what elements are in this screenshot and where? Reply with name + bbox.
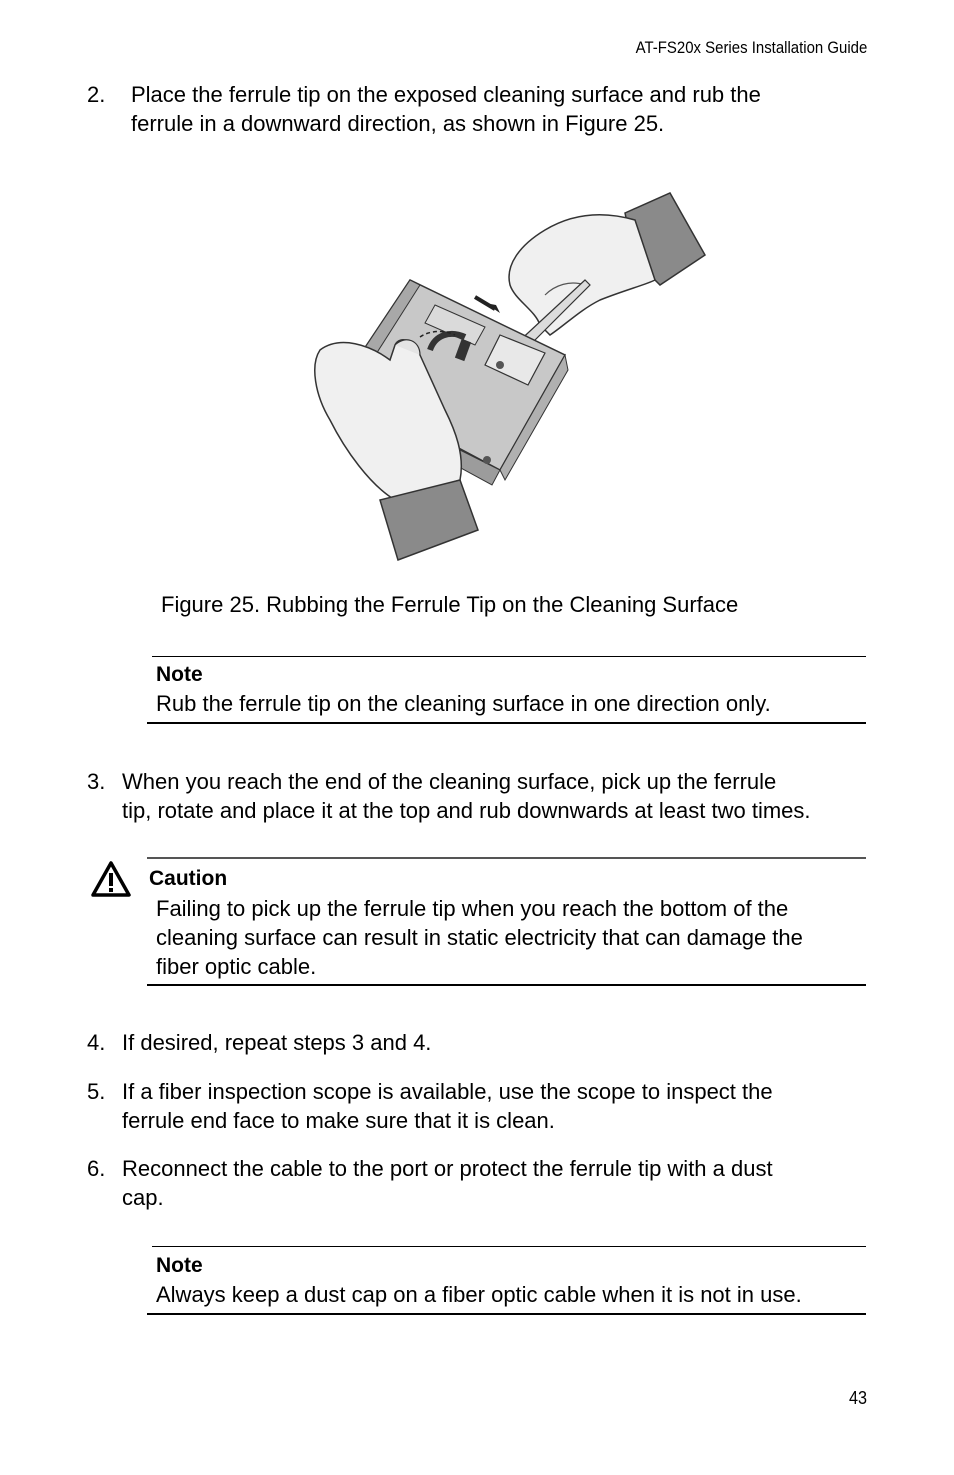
step-number: 3. (87, 769, 106, 794)
page-number: 43 (848, 1388, 867, 1408)
note-box (147, 656, 866, 722)
step-line: ferrule end face to make sure that it is clean. (122, 1108, 555, 1133)
step-number: 5. (87, 1079, 106, 1104)
caution-line: cleaning surface can result in static electricity that can damage the (156, 925, 803, 950)
step-6 (87, 1154, 867, 1214)
cleaning-figure (300, 185, 720, 570)
note-text: Rub the ferrule tip on the cleaning surface in one direction only. (156, 691, 771, 716)
step-line: Reconnect the cable to the port or protect the ferrule tip with a dust (122, 1156, 773, 1181)
caution-line: fiber optic cable. (156, 954, 317, 979)
step-line: cap. (122, 1185, 164, 1210)
caution-box (147, 857, 866, 985)
note-title: Note (156, 663, 203, 686)
step-5 (87, 1077, 867, 1137)
step-line: If desired, repeat steps 3 and 4. (122, 1030, 432, 1055)
figure-caption: Figure 25. Rubbing the Ferrule Tip on the Cleaning Surface (161, 592, 739, 617)
note-box (147, 1246, 866, 1314)
running-header: AT-FS20x Series Installation Guide (635, 38, 867, 57)
step-line: When you reach the end of the cleaning surface, pick up the ferrule (122, 769, 777, 794)
step-line: ferrule in a downward direction, as shown in Figure 25. (131, 111, 665, 136)
step-3 (87, 767, 877, 827)
step-number: 4. (87, 1030, 106, 1055)
note-text: Always keep a dust cap on a fiber optic cable when it is not in use. (156, 1282, 802, 1307)
step-number: 2. (87, 82, 106, 107)
warning-triangle-icon (90, 860, 132, 898)
caution-line: Failing to pick up the ferrule tip when you reach the bottom of the (156, 896, 789, 921)
note-title: Note (156, 1254, 203, 1277)
ferrule-cleaning-illustration (300, 185, 720, 570)
caution-title: Caution (149, 867, 228, 890)
step-line: If a fiber inspection scope is available, use the scope to inspect the (122, 1079, 773, 1104)
step-number: 6. (87, 1156, 106, 1181)
step-line: Place the ferrule tip on the exposed cleaning surface and rub the (131, 82, 761, 107)
step-4 (87, 1028, 867, 1058)
step-2 (87, 80, 867, 140)
step-line: tip, rotate and place it at the top and rub downwards at least two times. (122, 798, 811, 823)
